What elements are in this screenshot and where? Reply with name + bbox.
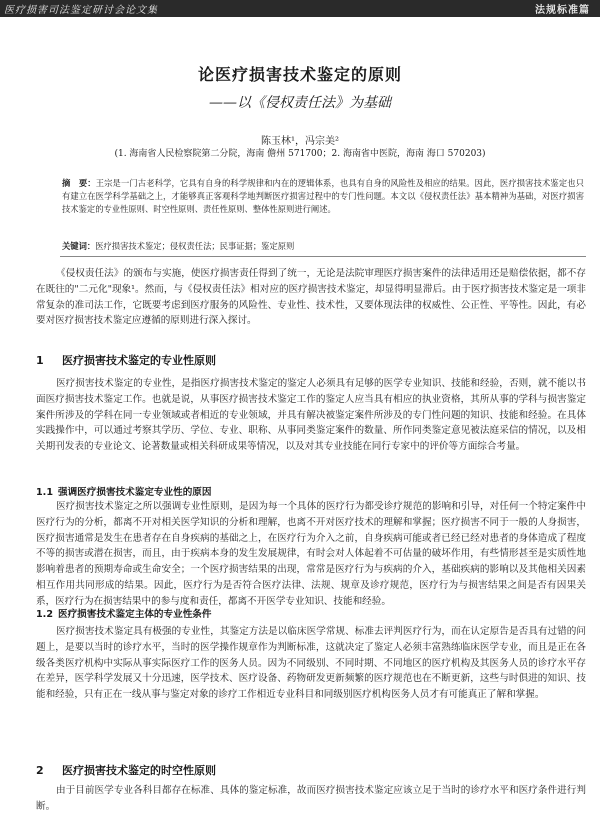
subsection-1-1-paragraph: 医疗损害技术鉴定之所以强调专业性原则，是因为每一个具体的医疗行为都受诊疗规范的影响和引导，对任何一个特定案件中医疗行为的分析，都离不开对相关医学知识的分析和理解，也离不开对医疗技术的理解和掌握；医疗损害不同于一般的人身损害，医疗损害通常是发生在患者存在自身疾病的基础之上，在医疗行为介入之前，自身疾病可能或者已经已经对患者的身体造成了程度不等的损害或潜在损害，而且，由于疾病本身的发生发展规律，有时会对人体起着不可估量的破坏作用，有些情形甚至是实质性地影响着患者的预期寿命或生命安全；一个医疗损害结果的出现，常常是医疗行为与疾病的介入，基础疾病的影响以及其他相关因素相互作用共同形成的结果。因此，医疗行为是否符合医疗法律、法规、规章及诊疗规范，医疗行为与损害结果之间是否有因果关系，医疗行为在损害结果中的参与度和责任，都离不开医学专业知识、技能和经验。 — [36, 501, 586, 607]
section-1-title: 医疗损害技术鉴定的专业性原则 — [62, 354, 216, 367]
running-header — [0, 0, 600, 17]
section-1-heading — [36, 352, 216, 368]
section-name: 法规标准篇 — [535, 5, 590, 16]
subsection-1-1-title: 强调医疗损害技术鉴定专业性的原因 — [58, 487, 212, 498]
subsection-1-2-paragraph: 医疗损害技术鉴定具有极强的专业性，其鉴定方法是以临床医学常规、标准去评判医疗行为，而在认定原告是否具有过错的问题上，是要以当时的诊疗水平，当时的医学操作规章作为判断标准，这就决定了鉴定人必须丰富熟练临床医学专业，而且是正在各级各类医疗机构中实际从事实际医疗工作的医务人员。因为不同级别、不同时期、不同地区的医疗机构及其医务人员的诊疗水平存在差异，医学科学发展又十分迅速，医学技术、医疗设备、药物研发更新频繁的医疗规范也在不断更新，这些与时俱进的知识、技能和经验，只有正在一线从事与鉴定对象的诊疗工作相近专业科目和同级别医疗机构医务人员才有可能真正了解和掌握。 — [36, 626, 586, 701]
abstract-label: 摘 要： — [62, 178, 96, 188]
article-title: 论医疗损害技术鉴定的原则 — [197, 65, 402, 84]
section-2-paragraph: 由于目前医学专业各科目都存在标准、具体的鉴定标准，故而医疗损害技术鉴定应该立足于当时的诊疗水平和医疗条件进行判断。 — [36, 785, 586, 812]
section-1-paragraph: 医疗损害技术鉴定的专业性，是指医疗损害技术鉴定的鉴定人必须具有足够的医学专业知识、技能和经验，否则，就不能以书面医疗损害技术鉴定工作。也就是说，从事医疗损害技术鉴定工作的鉴定人应当具有相应的执业资格，其所从事的学科与损害鉴定案件所涉及的学科在同一专业领域或者相近的专业领域，并具有解决被鉴定案件所涉及的专门性问题的知识、技能和经验。在具体实践操作中，可以通过考察其学历、学位、专业、职称、从事同类鉴定案件的数量、所作同类鉴定意见被法庭采信的情况，以及相关期刊发表的专业论文、论著数量或相关科研成果等情况，以及对其专业技能在同行专家中的评价等方面综合考量。 — [36, 378, 586, 453]
section-2-heading — [36, 762, 216, 778]
keywords-text: 医疗损害技术鉴定；侵权责任法；民事证据；鉴定原则 — [95, 241, 295, 251]
abstract-text: 王宗是一门古老科学，它具有自身的科学规律和内在的逻辑体系，也具有自身的风险性及相应的结果。因此，医疗损害技术鉴定也只有建立在医学科学基础之上，才能够真正客观科学地判断医疗损害过程中的专门性问题。本文以《侵权责任法》基本精神为基础，对医疗损害技术鉴定的专业性原则、时空性原则、责任性原则、整体性原则进行阐述。 — [62, 178, 584, 215]
journal-name: 医疗损害司法鉴定研讨会论文集 — [4, 5, 158, 16]
divider — [60, 256, 586, 257]
keywords — [62, 240, 584, 252]
subsection-1-2-number: 1.2 — [36, 609, 53, 620]
subsection-1-2-title: 医疗损害技术鉴定主体的专业性条件 — [58, 609, 212, 620]
affiliation: (1. 海南省人民检察院第二分院，海南 儋州 571700；2. 海南省中医院，海南 海口 570203) — [114, 149, 486, 159]
keywords-label: 关键词： — [62, 241, 96, 251]
subsection-1-1-number: 1.1 — [36, 487, 53, 498]
section-2-number: 2 — [36, 764, 44, 777]
subsection-1-2-heading — [36, 606, 212, 620]
article-subtitle: ——以《侵权责任法》为基础 — [209, 95, 391, 111]
section-1-number: 1 — [36, 354, 44, 367]
abstract — [62, 177, 584, 217]
section-2-title: 医疗损害技术鉴定的时空性原则 — [62, 764, 216, 777]
intro-paragraph: 《侵权责任法》的颁布与实施，使医疗损害责任得到了统一，无论是法院审理医疗损害案件的法律适用还是赔偿依据，都不存在既往的"二元化"现象¹。然而，与《侵权责任法》相对应的医疗损害技术鉴定，却显得明显滞后。由于医疗损害技术鉴定是一项非常复杂的准司法工作，它既要考虑到医疗服务的风险性、专业性、技术性，又要体现法律的权威性、公正性、平等性。因此，有必要对医疗损害技术鉴定应遵循的原则进行深入探讨。 — [36, 268, 586, 327]
subsection-1-1-heading — [36, 484, 212, 498]
authors: 陈玉林¹，冯宗美² — [260, 136, 340, 147]
